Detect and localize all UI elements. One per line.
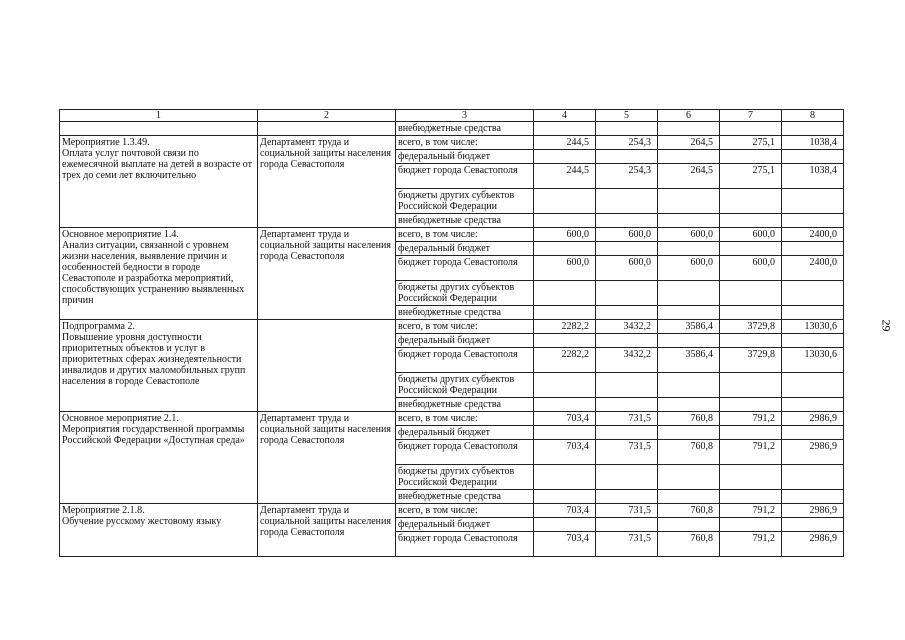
funding-source-cell: бюджеты других субъектов Российской Федерации: [396, 465, 534, 490]
value-cell: [534, 242, 596, 256]
value-cell: 703,4: [534, 532, 596, 557]
executor-cell: [258, 320, 396, 412]
funding-source-cell: внебюджетные средства: [396, 306, 534, 320]
value-cell: 731,5: [596, 440, 658, 465]
value-cell: 3432,2: [596, 320, 658, 334]
value-cell: [720, 373, 782, 398]
name-cell: [60, 122, 258, 136]
value-cell: 791,2: [720, 504, 782, 518]
value-cell: 2282,2: [534, 348, 596, 373]
funding-source-cell: внебюджетные средства: [396, 214, 534, 228]
value-cell: 600,0: [658, 256, 720, 281]
value-cell: 3586,4: [658, 348, 720, 373]
funding-source-cell: всего, в том числе:: [396, 136, 534, 150]
measure-name-cell: Основное мероприятие 2.1. Мероприятия государственной программы Российской Федерации «Доступная среда»: [60, 412, 258, 504]
value-cell: 600,0: [658, 228, 720, 242]
value-cell: 2986,9: [782, 412, 844, 426]
header-cell: 6: [658, 110, 720, 122]
value-cell: 13030,6: [782, 348, 844, 373]
value-cell: [596, 334, 658, 348]
value-cell: 275,1: [720, 164, 782, 189]
value-cell: [658, 189, 720, 214]
value-cell: 791,2: [720, 440, 782, 465]
value-cell: 264,5: [658, 136, 720, 150]
value-cell: [534, 281, 596, 306]
value-cell: [720, 334, 782, 348]
value-cell: [782, 334, 844, 348]
value-cell: [658, 490, 720, 504]
value-cell: 731,5: [596, 412, 658, 426]
value-cell: [596, 426, 658, 440]
executor-cell: [258, 122, 396, 136]
value-cell: 3729,8: [720, 320, 782, 334]
value-cell: 2986,9: [782, 440, 844, 465]
funding-source-cell: федеральный бюджет: [396, 518, 534, 532]
executor-cell: Департамент труда и социальной защиты населения города Севастополя: [258, 136, 396, 228]
value-cell: [720, 398, 782, 412]
header-cell: 1: [60, 110, 258, 122]
funding-source-cell: федеральный бюджет: [396, 334, 534, 348]
value-cell: [534, 373, 596, 398]
funding-source-cell: бюджет города Севастополя: [396, 164, 534, 189]
measure-name-cell: Подпрограмма 2. Повышение уровня доступности приоритетных объектов и услуг в приоритетных сферах жизнедеятельности инвалидов и других маломобильных групп населения в городе Севастополе: [60, 320, 258, 412]
value-cell: [596, 281, 658, 306]
value-cell: [534, 426, 596, 440]
funding-source-cell: федеральный бюджет: [396, 150, 534, 164]
value-cell: [720, 465, 782, 490]
value-cell: [596, 189, 658, 214]
value-cell: [596, 150, 658, 164]
funding-source-cell: бюджет города Севастополя: [396, 532, 534, 557]
value-cell: 2400,0: [782, 228, 844, 242]
value-cell: [658, 306, 720, 320]
value-cell: [534, 518, 596, 532]
funding-source-cell: бюджеты других субъектов Российской Федерации: [396, 373, 534, 398]
value-cell: 2400,0: [782, 256, 844, 281]
value-cell: [596, 122, 658, 136]
value-cell: 791,2: [720, 532, 782, 557]
measure-name-cell: Основное мероприятие 1.4. Анализ ситуации, связанной с уровнем жизни населения, выявление причин и особенностей бедности в городе Севастополе и разработка мероприятий, способствующих устранению выявленных причин: [60, 228, 258, 320]
value-cell: [782, 426, 844, 440]
value-cell: 3432,2: [596, 348, 658, 373]
value-cell: 703,4: [534, 504, 596, 518]
value-cell: 264,5: [658, 164, 720, 189]
value-cell: [658, 518, 720, 532]
executor-cell: Департамент труда и социальной защиты населения города Севастополя: [258, 412, 396, 504]
table-row: [60, 320, 844, 334]
value-cell: [658, 150, 720, 164]
value-cell: 703,4: [534, 440, 596, 465]
value-cell: [720, 426, 782, 440]
value-cell: 760,8: [658, 504, 720, 518]
value-cell: [720, 518, 782, 532]
value-cell: [534, 465, 596, 490]
value-cell: 600,0: [596, 228, 658, 242]
value-cell: 731,5: [596, 504, 658, 518]
table-row: [60, 228, 844, 242]
value-cell: 600,0: [596, 256, 658, 281]
header-cell: 2: [258, 110, 396, 122]
funding-source-cell: всего, в том числе:: [396, 320, 534, 334]
header-cell: 4: [534, 110, 596, 122]
value-cell: [534, 150, 596, 164]
value-cell: [782, 281, 844, 306]
executor-cell: Департамент труда и социальной защиты населения города Севастополя: [258, 504, 396, 557]
value-cell: 703,4: [534, 412, 596, 426]
funding-source-cell: внебюджетные средства: [396, 490, 534, 504]
value-cell: 275,1: [720, 136, 782, 150]
value-cell: [596, 373, 658, 398]
value-cell: [782, 189, 844, 214]
value-cell: [782, 122, 844, 136]
table-row: [60, 122, 844, 136]
value-cell: 600,0: [534, 228, 596, 242]
value-cell: [782, 373, 844, 398]
funding-source-cell: внебюджетные средства: [396, 122, 534, 136]
value-cell: [720, 281, 782, 306]
value-cell: [720, 150, 782, 164]
funding-source-cell: бюджет города Севастополя: [396, 440, 534, 465]
funding-source-cell: бюджеты других субъектов Российской Федерации: [396, 189, 534, 214]
value-cell: [596, 518, 658, 532]
value-cell: [658, 242, 720, 256]
funding-source-cell: бюджеты других субъектов Российской Федерации: [396, 281, 534, 306]
value-cell: [658, 465, 720, 490]
value-cell: [720, 122, 782, 136]
value-cell: [720, 242, 782, 256]
value-cell: [534, 189, 596, 214]
measure-name-cell: Мероприятие 1.3.49. Оплата услуг почтовой связи по ежемесячной выплате на детей в возрасте от трех до семи лет включительно: [60, 136, 258, 228]
value-cell: 731,5: [596, 532, 658, 557]
value-cell: [782, 490, 844, 504]
header-cell: 7: [720, 110, 782, 122]
value-cell: [782, 518, 844, 532]
value-cell: [596, 490, 658, 504]
value-cell: [720, 214, 782, 228]
value-cell: 600,0: [720, 228, 782, 242]
header-cell: 3: [396, 110, 534, 122]
value-cell: 760,8: [658, 532, 720, 557]
value-cell: [596, 242, 658, 256]
table-row: [60, 136, 844, 150]
value-cell: 244,5: [534, 164, 596, 189]
value-cell: 2986,9: [782, 504, 844, 518]
value-cell: [596, 398, 658, 412]
value-cell: 3586,4: [658, 320, 720, 334]
header-cell: 8: [782, 110, 844, 122]
value-cell: [782, 150, 844, 164]
value-cell: 760,8: [658, 412, 720, 426]
funding-source-cell: внебюджетные средства: [396, 398, 534, 412]
value-cell: 2986,9: [782, 532, 844, 557]
value-cell: 254,3: [596, 164, 658, 189]
funding-table: [59, 109, 844, 557]
value-cell: [596, 465, 658, 490]
value-cell: [596, 214, 658, 228]
value-cell: 1038,4: [782, 164, 844, 189]
value-cell: [658, 398, 720, 412]
value-cell: [596, 306, 658, 320]
value-cell: [782, 306, 844, 320]
page-number: 29: [879, 319, 894, 332]
value-cell: [534, 306, 596, 320]
value-cell: 254,3: [596, 136, 658, 150]
funding-source-cell: всего, в том числе:: [396, 412, 534, 426]
value-cell: [782, 465, 844, 490]
value-cell: [782, 398, 844, 412]
measure-name-cell: Мероприятие 2.1.8. Обучение русскому жестовому языку: [60, 504, 258, 557]
table-row: [60, 504, 844, 518]
value-cell: [720, 490, 782, 504]
value-cell: 791,2: [720, 412, 782, 426]
header-row: [60, 110, 844, 122]
value-cell: [658, 373, 720, 398]
funding-source-cell: бюджет города Севастополя: [396, 348, 534, 373]
value-cell: [534, 398, 596, 412]
funding-source-cell: всего, в том числе:: [396, 504, 534, 518]
value-cell: [534, 490, 596, 504]
value-cell: 600,0: [720, 256, 782, 281]
header-cell: 5: [596, 110, 658, 122]
value-cell: [720, 306, 782, 320]
value-cell: [720, 189, 782, 214]
executor-cell: Департамент труда и социальной защиты населения города Севастополя: [258, 228, 396, 320]
value-cell: 13030,6: [782, 320, 844, 334]
value-cell: [782, 242, 844, 256]
value-cell: 600,0: [534, 256, 596, 281]
value-cell: 3729,8: [720, 348, 782, 373]
table-row: [60, 412, 844, 426]
value-cell: [658, 122, 720, 136]
funding-source-cell: федеральный бюджет: [396, 242, 534, 256]
funding-source-cell: бюджет города Севастополя: [396, 256, 534, 281]
funding-source-cell: всего, в том числе:: [396, 228, 534, 242]
funding-source-cell: федеральный бюджет: [396, 426, 534, 440]
value-cell: 1038,4: [782, 136, 844, 150]
value-cell: [658, 334, 720, 348]
value-cell: [534, 334, 596, 348]
value-cell: [534, 122, 596, 136]
value-cell: [658, 281, 720, 306]
value-cell: [782, 214, 844, 228]
value-cell: 2282,2: [534, 320, 596, 334]
value-cell: [658, 214, 720, 228]
value-cell: [658, 426, 720, 440]
value-cell: [534, 214, 596, 228]
value-cell: 760,8: [658, 440, 720, 465]
value-cell: 244,5: [534, 136, 596, 150]
